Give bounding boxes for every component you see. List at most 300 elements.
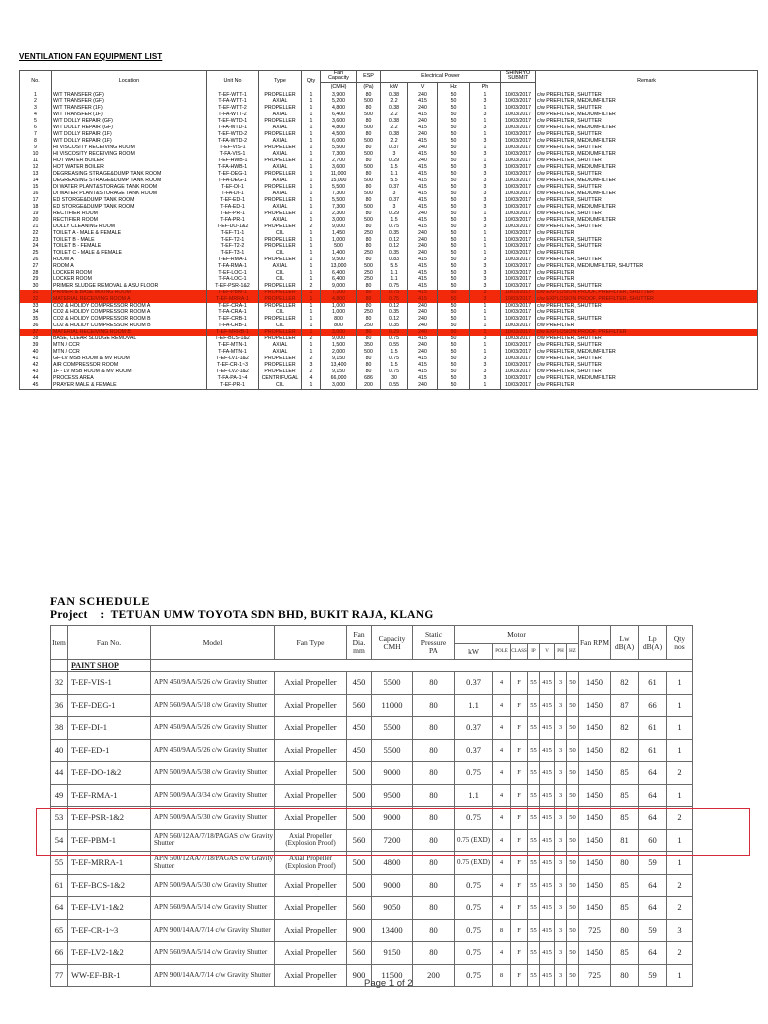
vent-cell-hz: 50	[438, 217, 470, 224]
fs-cell-kw: 0.75	[455, 942, 493, 965]
vent-cell-type: CIL	[259, 309, 302, 316]
vent-cell-remark: c/w PREFILTER, MEDIUMFILTER	[536, 178, 758, 185]
vent-cell-location: HOT WATER BOILER	[52, 164, 207, 171]
vent-cell-kw: 0.38	[381, 131, 408, 138]
vent-cell-v: 415	[408, 276, 438, 283]
fs-cell-ip: 55	[528, 964, 540, 987]
vent-cell-qty: 1	[302, 329, 321, 336]
fs-cell-static-pressure: 80	[413, 807, 455, 830]
vent-cell-submit-date: 10/03/2017	[501, 382, 536, 389]
vent-cell-unit-no: T-EF-BCS-1&2	[207, 336, 259, 343]
vent-cell-remark: c/w PREFILTER, SHUTTER	[536, 362, 758, 369]
vent-cell-kw: 0.37	[381, 197, 408, 204]
vent-cell-esp: 500	[357, 125, 381, 132]
vent-cell-no: 3	[20, 105, 52, 112]
vent-row	[20, 178, 758, 185]
fs-cell-kw: 0.75 (EXD)	[455, 852, 493, 875]
vent-cell-location: ROOM A	[52, 263, 207, 270]
vent-cell-ph: 1	[470, 250, 501, 257]
fs-cell-class: F	[511, 942, 528, 965]
vent-cell-submit-date: 10/03/2017	[501, 329, 536, 336]
vent-cell-capacity: 2,700	[321, 158, 357, 165]
fs-cell-pole: 4	[493, 717, 511, 740]
vent-cell-kw: 0.55	[381, 382, 408, 389]
fs-cell-v: 415	[540, 717, 555, 740]
vent-row	[20, 197, 758, 204]
fs-cell-v: 415	[540, 964, 555, 987]
vent-cell-esp: 80	[357, 329, 381, 336]
vent-cell-location: W/T TRANSFER (1F)	[52, 105, 207, 112]
vent-cell-unit-no: T-EF-PR-1	[207, 211, 259, 218]
vent-cell-submit-date: 10/03/2017	[501, 323, 536, 330]
vent-cell-unit-no: T-FA-PA-1~4	[207, 375, 259, 382]
vent-cell-ph: 3	[470, 375, 501, 382]
fs-cell-fan-dia: 450	[347, 717, 372, 740]
vent-cell-v: 415	[408, 375, 438, 382]
vent-cell-hz: 50	[438, 250, 470, 257]
fs-cell-lp: 61	[639, 717, 667, 740]
vent-cell-v: 415	[408, 270, 438, 277]
vent-cell-unit-no: T-FA-VIS-1	[207, 151, 259, 158]
vent-cell-esp: 80	[357, 283, 381, 290]
fs-header-hz: HZ	[567, 644, 579, 660]
vent-cell-qty: 1	[302, 263, 321, 270]
vent-cell-kw: 0.12	[381, 243, 408, 250]
fs-cell-ph: 3	[555, 919, 567, 942]
vent-cell-capacity: 4,500	[321, 131, 357, 138]
vent-cell-location: MTN / CCR	[52, 349, 207, 356]
vent-row	[20, 382, 758, 389]
vent-cell-unit-no: T-FA-CRA-1	[207, 309, 259, 316]
vent-cell-unit-no: T-EF-CRA-1	[207, 303, 259, 310]
vent-cell-remark: c/w PREFILTER, SHUTTER	[536, 336, 758, 343]
fs-cell-class: F	[511, 762, 528, 785]
fs-cell-static-pressure: 80	[413, 762, 455, 785]
vent-cell-v: 240	[408, 158, 438, 165]
vent-cell-qty: 3	[302, 362, 321, 369]
vent-cell-capacity: 3,000	[321, 329, 357, 336]
fs-header-qty-unit: nos	[674, 641, 685, 651]
vent-cell-kw: 0.37	[381, 145, 408, 152]
vent-cell-qty: 1	[302, 105, 321, 112]
vent-cell-location: W/T DOLLY REPAIR (GF)	[52, 125, 207, 132]
vent-cell-hz: 50	[438, 349, 470, 356]
vent-cell-ph: 3	[470, 191, 501, 198]
vent-row	[20, 230, 758, 237]
vent-cell-submit-date: 10/03/2017	[501, 309, 536, 316]
vent-cell-esp: 500	[357, 164, 381, 171]
vent-cell-v: 415	[408, 171, 438, 178]
vent-cell-remark: c/w PREFILTER, SHUTTER	[536, 316, 758, 323]
fs-cell-ip: 55	[528, 897, 540, 920]
vent-cell-v: 240	[408, 250, 438, 257]
fs-cell-qty: 1	[667, 829, 693, 852]
fs-cell-static-pressure: 80	[413, 942, 455, 965]
vent-cell-type: AXIAL	[259, 125, 302, 132]
vent-cell-remark: c/w PREFILTER, SHUTTER	[536, 283, 758, 290]
vent-cell-location: ED STORGE&DUMP TANK ROOM	[52, 204, 207, 211]
vent-cell-unit-no: T-EF-LOC-1	[207, 270, 259, 277]
vent-cell-qty: 1	[302, 178, 321, 185]
vent-row	[20, 270, 758, 277]
fs-cell-item: 40	[51, 739, 68, 762]
vent-cell-submit-date: 10/03/2017	[501, 105, 536, 112]
vent-cell-remark: c/w PREFILTER, MEDIUMFILTER	[536, 151, 758, 158]
fs-cell-model: APN 560/9AA/5/18 c/w Gravity Shutter	[151, 694, 275, 717]
fs-cell-class: F	[511, 829, 528, 852]
vent-cell-capacity: 1,000	[321, 303, 357, 310]
vent-cell-no: 4	[20, 112, 52, 119]
vent-cell-remark: c/w PREFILTER, MEDIUMFILTER	[536, 164, 758, 171]
fs-header-rpm: Fan RPM	[579, 626, 611, 660]
vent-row	[20, 151, 758, 158]
vent-cell-qty: 1	[302, 158, 321, 165]
vent-cell-remark: c/w PREFILTER	[536, 309, 758, 316]
vent-cell-qty: 1	[302, 276, 321, 283]
vent-cell-ph: 3	[470, 270, 501, 277]
vent-cell-hz: 50	[438, 158, 470, 165]
vent-cell-hz: 50	[438, 171, 470, 178]
vent-cell-remark: c/w PREFILTER, SHUTTER	[536, 342, 758, 349]
vent-cell-location: CO2 & HOLIDY COMPRESSOR ROOM B	[52, 316, 207, 323]
fs-cell-fan-type: Axial Propeller	[275, 672, 347, 695]
vent-cell-remark: c/w PREFILTER	[536, 230, 758, 237]
vent-cell-v: 240	[408, 316, 438, 323]
vent-cell-kw: 0.83	[381, 257, 408, 264]
vent-cell-capacity: 7,300	[321, 204, 357, 211]
fs-header-item: Item	[51, 626, 68, 660]
vent-cell-qty: 1	[302, 211, 321, 218]
vent-cell-remark: c/w PREFILTER, MEDIUMFILTER	[536, 349, 758, 356]
fs-cell-rpm: 1450	[579, 672, 611, 695]
fs-cell-ph: 3	[555, 852, 567, 875]
vent-cell-kw: 0.12	[381, 237, 408, 244]
vent-cell-capacity: 6,400	[321, 112, 357, 119]
vent-row	[20, 336, 758, 343]
vent-cell-ph: 1	[470, 211, 501, 218]
fs-cell-lw: 82	[611, 739, 639, 762]
fan-schedule-row	[51, 739, 693, 762]
fs-cell-lp: 61	[639, 672, 667, 695]
vent-row	[20, 145, 758, 152]
vent-cell-v: 415	[408, 290, 438, 297]
vent-cell-esp: 80	[357, 237, 381, 244]
vent-cell-hz: 50	[438, 356, 470, 363]
fs-cell-fan-type: Axial Propeller	[275, 807, 347, 830]
fs-cell-model: APN 500/9AA/5/38 c/w Gravity Shutter	[151, 762, 275, 785]
fs-cell-hz: 50	[567, 829, 579, 852]
vent-cell-type: CIL	[259, 250, 302, 257]
vent-row	[20, 375, 758, 382]
vent-cell-type: PROPELLER	[259, 131, 302, 138]
vent-cell-no: 27	[20, 263, 52, 270]
vent-cell-hz: 50	[438, 178, 470, 185]
vent-cell-type: PROPELLER	[259, 105, 302, 112]
vent-cell-hz: 50	[438, 329, 470, 336]
vent-row	[20, 171, 758, 178]
vent-cell-qty: 2	[302, 336, 321, 343]
fs-cell-pole: 4	[493, 874, 511, 897]
vent-cell-capacity: 9,500	[321, 257, 357, 264]
vent-cell-submit-date: 10/03/2017	[501, 342, 536, 349]
vent-cell-type: PROPELLER	[259, 145, 302, 152]
vent-cell-type: AXIAL	[259, 349, 302, 356]
vent-row	[20, 349, 758, 356]
fs-cell-item: 77	[51, 964, 68, 987]
vent-cell-esp: 250	[357, 250, 381, 257]
vent-cell-v: 415	[408, 369, 438, 376]
vent-cell-no: 42	[20, 362, 52, 369]
fan-schedule-row	[51, 874, 693, 897]
vent-cell-remark: c/w PREFILTER, SHUTTER	[536, 145, 758, 152]
vent-cell-no: 38	[20, 336, 52, 343]
vent-cell-esp: 500	[357, 349, 381, 356]
vent-cell-v: 415	[408, 263, 438, 270]
vent-cell-no: 26	[20, 257, 52, 264]
vent-cell-ph: 1	[470, 243, 501, 250]
vent-cell-unit-no: T-FA-WTT-1	[207, 98, 259, 105]
vent-row	[20, 342, 758, 349]
vent-cell-capacity: 4,800	[321, 296, 357, 303]
vent-cell-submit-date: 10/03/2017	[501, 138, 536, 145]
fs-cell-qty: 2	[667, 874, 693, 897]
fs-header-fan-dia: Fan Dia. mm	[347, 626, 372, 660]
fs-cell-lp: 59	[639, 964, 667, 987]
fs-cell-hz: 50	[567, 739, 579, 762]
fs-cell-static-pressure: 80	[413, 829, 455, 852]
fs-cell-item: 54	[51, 829, 68, 852]
vent-cell-ph: 1	[470, 145, 501, 152]
ventilation-fan-table	[19, 70, 758, 390]
vent-cell-type: PROPELLER	[259, 92, 302, 99]
fs-cell-fan-type: Axial Propeller	[275, 784, 347, 807]
vent-cell-no: 25	[20, 250, 52, 257]
vent-cell-kw: 0.29	[381, 158, 408, 165]
vent-cell-kw: 0.75	[381, 290, 408, 297]
fs-header-motor: Motor	[455, 626, 579, 644]
fan-schedule-row	[51, 694, 693, 717]
vent-cell-remark: c/w PREFILTER, MEDIUMFILTER	[536, 138, 758, 145]
vent-cell-capacity: 1,400	[321, 250, 357, 257]
fs-cell-static-pressure: 80	[413, 694, 455, 717]
fs-cell-fan-type: Axial Propeller (Explosion Proof)	[275, 829, 347, 852]
vent-cell-no: 2	[20, 98, 52, 105]
vent-cell-esp: 80	[357, 257, 381, 264]
fs-cell-lw: 85	[611, 807, 639, 830]
vent-cell-unit-no: T-EF-LV1-1&2	[207, 356, 259, 363]
fs-cell-fan-no: T-EF-VIS-1	[68, 672, 151, 695]
vent-cell-ph: 3	[470, 184, 501, 191]
fs-cell-v: 415	[540, 874, 555, 897]
fs-header-capacity-label: Capacity	[378, 633, 406, 643]
vent-cell-capacity: 3,000	[321, 217, 357, 224]
fs-cell-qty: 1	[667, 672, 693, 695]
fs-cell-model: APN 500/9AA/5/30 c/w Gravity Shutter	[151, 807, 275, 830]
vent-cell-hz: 50	[438, 270, 470, 277]
fs-cell-v: 415	[540, 807, 555, 830]
vent-cell-hz: 50	[438, 362, 470, 369]
vent-cell-submit-date: 10/03/2017	[501, 224, 536, 231]
fs-cell-v: 415	[540, 829, 555, 852]
fs-cell-ip: 55	[528, 942, 540, 965]
vent-cell-hz: 50	[438, 92, 470, 99]
vent-row	[20, 309, 758, 316]
header-shinryo-line1: SHINRYO	[505, 70, 531, 76]
vent-cell-ph: 3	[470, 369, 501, 376]
vent-cell-location: W/T DOLLY REPAIR (1F)	[52, 131, 207, 138]
vent-cell-v: 240	[408, 92, 438, 99]
page-footer: Page 1 of 2	[364, 978, 413, 989]
fs-cell-kw: 0.75	[455, 897, 493, 920]
vent-cell-remark: c/w PREFILTER, SHUTTER	[536, 184, 758, 191]
vent-cell-submit-date: 10/03/2017	[501, 164, 536, 171]
vent-cell-ph: 3	[470, 98, 501, 105]
vent-cell-qty: 1	[302, 197, 321, 204]
fs-cell-lw: 87	[611, 694, 639, 717]
fs-cell-v: 415	[540, 852, 555, 875]
vent-cell-location: TOILET C - MALE & FEMALE	[52, 250, 207, 257]
vent-cell-qty: 1	[302, 290, 321, 297]
fs-cell-lw: 85	[611, 874, 639, 897]
vent-cell-ph: 1	[470, 349, 501, 356]
fs-cell-fan-no: T-EF-ED-1	[68, 739, 151, 762]
fs-cell-hz: 50	[567, 964, 579, 987]
fs-cell-capacity: 7200	[372, 829, 413, 852]
fs-cell-item: 32	[51, 672, 68, 695]
vent-cell-qty: 1	[302, 309, 321, 316]
vent-cell-capacity: 1,000	[321, 237, 357, 244]
vent-cell-esp: 80	[357, 356, 381, 363]
header-type: Type	[259, 71, 302, 92]
fs-cell-rpm: 1450	[579, 807, 611, 830]
vent-cell-hz: 50	[438, 276, 470, 283]
vent-cell-kw: 0.29	[381, 329, 408, 336]
vent-cell-unit-no: T-EF-HWB-1	[207, 158, 259, 165]
vent-cell-location: HI VISCOSITY RECEIVING ROOM	[52, 151, 207, 158]
vent-cell-capacity: 3,600	[321, 118, 357, 125]
vent-cell-kw: 5.5	[381, 263, 408, 270]
vent-cell-esp: 500	[357, 191, 381, 198]
vent-cell-unit-no: T-EF-T1-1	[207, 230, 259, 237]
vent-cell-remark: c/w PREFILTER	[536, 250, 758, 257]
vent-cell-no: 44	[20, 375, 52, 382]
fs-cell-model: APN 900/14AA/7/14 c/w Gravity Shutter	[151, 964, 275, 987]
vent-row	[20, 290, 758, 297]
vent-cell-v: 240	[408, 329, 438, 336]
fs-cell-qty: 1	[667, 717, 693, 740]
vent-cell-submit-date: 10/03/2017	[501, 283, 536, 290]
fs-cell-fan-type: Axial Propeller	[275, 874, 347, 897]
vent-cell-hz: 50	[438, 112, 470, 119]
vent-cell-unit-no: T-FA-PR-1	[207, 217, 259, 224]
vent-cell-submit-date: 10/03/2017	[501, 369, 536, 376]
fs-cell-item: 61	[51, 874, 68, 897]
header-hz: Hz	[438, 82, 470, 92]
vent-cell-capacity: 9,000	[321, 283, 357, 290]
vent-cell-kw: 30	[381, 375, 408, 382]
vent-cell-type: PROPELLER	[259, 303, 302, 310]
vent-cell-hz: 50	[438, 230, 470, 237]
vent-cell-capacity: 7,300	[321, 151, 357, 158]
vent-cell-capacity: 13,400	[321, 362, 357, 369]
vent-cell-capacity: 9,000	[321, 336, 357, 343]
vent-cell-location: MATERIAL RECEIVING ROOM B	[52, 329, 207, 336]
vent-cell-kw: 0.38	[381, 105, 408, 112]
vent-cell-capacity: 3,900	[321, 92, 357, 99]
vent-cell-location: W/T TRANSFER (GF)	[52, 92, 207, 99]
fs-cell-capacity: 9000	[372, 762, 413, 785]
vent-cell-hz: 50	[438, 191, 470, 198]
fs-cell-fan-type: Axial Propeller	[275, 739, 347, 762]
vent-cell-submit-date: 10/03/2017	[501, 112, 536, 119]
fs-cell-lw: 85	[611, 942, 639, 965]
vent-cell-unit-no: T-FA-WTT-2	[207, 112, 259, 119]
vent-cell-qty: 1	[302, 171, 321, 178]
vent-cell-kw: 0.38	[381, 92, 408, 99]
vent-cell-kw: 0.12	[381, 303, 408, 310]
vent-cell-type: AXIAL	[259, 164, 302, 171]
fs-cell-hz: 50	[567, 717, 579, 740]
vent-cell-capacity: 800	[321, 316, 357, 323]
vent-cell-no: 13	[20, 171, 52, 178]
vent-row	[20, 369, 758, 376]
vent-cell-location: PRIMER SLUDGE REMOVAL & ASU FLOOR	[52, 283, 207, 290]
fs-cell-hz: 50	[567, 919, 579, 942]
ventilation-fan-table-container	[19, 70, 758, 390]
vent-cell-no: 39	[20, 342, 52, 349]
fs-cell-ph: 3	[555, 874, 567, 897]
fs-cell-hz: 50	[567, 762, 579, 785]
fs-cell-class: F	[511, 919, 528, 942]
fs-cell-lw: 85	[611, 784, 639, 807]
vent-cell-capacity: 5,500	[321, 184, 357, 191]
vent-cell-qty: 1	[302, 250, 321, 257]
vent-cell-kw: 3	[381, 204, 408, 211]
fs-cell-fan-dia: 900	[347, 964, 372, 987]
fs-cell-capacity: 11500	[372, 964, 413, 987]
header-esp: ESP	[357, 71, 381, 83]
vent-cell-capacity: 13,000	[321, 263, 357, 270]
vent-cell-no: 1	[20, 92, 52, 99]
header-qty: Qty	[302, 71, 321, 92]
vent-cell-esp: 500	[357, 217, 381, 224]
vent-cell-remark: c/w PREFILTER, SHUTTER	[536, 237, 758, 244]
fs-cell-kw: 0.75	[455, 807, 493, 830]
vent-cell-unit-no: T-EF-RMA-1	[207, 257, 259, 264]
vent-cell-v: 240	[408, 105, 438, 112]
vent-cell-type: PROPELLER	[259, 336, 302, 343]
vent-cell-v: 240	[408, 131, 438, 138]
vent-cell-remark: c/w PREFILTER, MEDIUMFILTER	[536, 191, 758, 198]
header-pa: (Pa)	[357, 82, 381, 92]
vent-cell-no: 30	[20, 283, 52, 290]
fs-cell-lp: 64	[639, 807, 667, 830]
fan-schedule-row	[51, 897, 693, 920]
vent-cell-unit-no: T-EF-WTD-1	[207, 118, 259, 125]
vent-cell-v: 415	[408, 362, 438, 369]
vent-cell-submit-date: 10/03/2017	[501, 290, 536, 297]
fs-cell-qty: 2	[667, 807, 693, 830]
fs-cell-fan-no: T-EF-CR-1~3	[68, 919, 151, 942]
vent-cell-unit-no: T-FA-LOC-1	[207, 276, 259, 283]
vent-cell-submit-date: 10/03/2017	[501, 131, 536, 138]
vent-cell-ph: 3	[470, 290, 501, 297]
fs-cell-qty: 2	[667, 762, 693, 785]
vent-cell-no: 20	[20, 217, 52, 224]
vent-cell-hz: 50	[438, 145, 470, 152]
vent-cell-qty: 1	[302, 204, 321, 211]
fs-header-static-label: Static Pressure	[420, 629, 447, 647]
